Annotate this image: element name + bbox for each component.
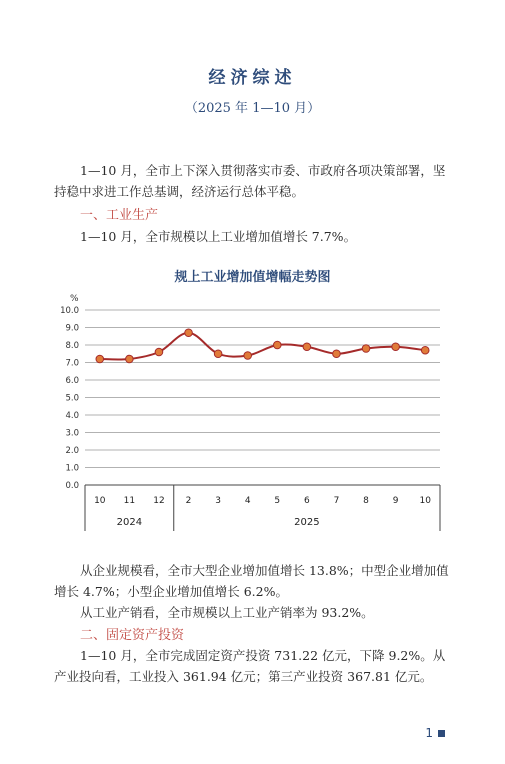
section1-heading: 一、工业生产: [80, 208, 159, 223]
y-tick-label: 2.0: [65, 446, 79, 456]
data-point: [96, 355, 104, 363]
intro-paragraph: 1—10 月，全市上下深入贯彻落实市委、市政府各项决策部署，坚持稳中求进工作总基调，经济运行总体平稳。: [54, 163, 446, 199]
y-unit-label: %: [70, 294, 79, 304]
data-point: [185, 329, 193, 337]
data-point: [155, 348, 163, 356]
y-tick-label: 4.0: [65, 411, 79, 421]
series-markers: [96, 329, 429, 363]
data-point: [273, 341, 281, 349]
x-tick-label: 8: [363, 496, 369, 506]
section2-heading: 二、固定资产投资: [80, 628, 185, 643]
data-point: [244, 352, 252, 360]
group-label: 2024: [116, 517, 143, 528]
y-tick-label: 10.0: [60, 306, 79, 316]
y-tick-label: 1.0: [65, 463, 79, 474]
x-tick-label: 7: [333, 496, 340, 506]
y-tick-label: 9.0: [65, 323, 79, 334]
x-tick-label: 6: [304, 496, 310, 506]
section2-paragraph: 1—10 月，全市完成固定资产投资 731.22 亿元，下降 9.2%。从产业投向看，工业投入 361.94 亿元；第三产业投资 367.81 亿元。: [54, 648, 446, 684]
series-line: [100, 333, 425, 360]
x-tick-label: 3: [215, 496, 221, 506]
y-tick-label: 7.0: [65, 358, 79, 369]
data-point: [303, 343, 311, 351]
page-number: [425, 726, 445, 740]
chart-title: 规上工业增加值增幅走势图: [174, 270, 331, 285]
x-tick-label: 12: [153, 496, 165, 506]
sales-paragraph: 从工业产销看，全市规模以上工业产销率为 93.2%。: [80, 605, 374, 620]
y-tick-label: 6.0: [65, 376, 79, 386]
data-point: [421, 346, 429, 354]
page-title: 经济综述: [208, 68, 297, 88]
x-tick-label: 9: [392, 496, 399, 506]
data-point: [333, 350, 341, 358]
data-point: [392, 343, 400, 351]
x-tick-label: 10: [94, 496, 106, 506]
group-label: 2025: [294, 517, 320, 528]
page-number-text: 1: [425, 726, 433, 740]
y-tick-label: 0.0: [65, 481, 79, 491]
y-axis-ticks: [60, 306, 79, 491]
data-point: [214, 350, 222, 358]
x-tick-label: 4: [244, 496, 251, 506]
data-point: [126, 355, 134, 363]
x-tick-label: 11: [123, 496, 136, 506]
x-tick-label: 5: [274, 496, 281, 506]
chart-grid: [85, 310, 440, 485]
line-chart: [50, 288, 460, 538]
x-tick-label: 10: [419, 496, 431, 506]
page-subtitle: （2025 年 1—10 月）: [184, 101, 321, 116]
scale-paragraph: 从企业规模看，全市大型企业增加值增长 13.8%；中型企业增加值增长 4.7%；小型企业增加值增长 6.2%。: [54, 563, 449, 599]
section1-paragraph: 1—10 月，全市规模以上工业增加值增长 7.7%。: [80, 229, 357, 244]
y-tick-label: 5.0: [65, 393, 79, 404]
y-tick-label: 8.0: [65, 341, 79, 351]
y-tick-label: 3.0: [65, 428, 79, 439]
data-point: [362, 345, 370, 353]
x-axis: [85, 485, 440, 531]
x-tick-label: 2: [185, 496, 192, 506]
page-marker-square: [438, 730, 445, 737]
